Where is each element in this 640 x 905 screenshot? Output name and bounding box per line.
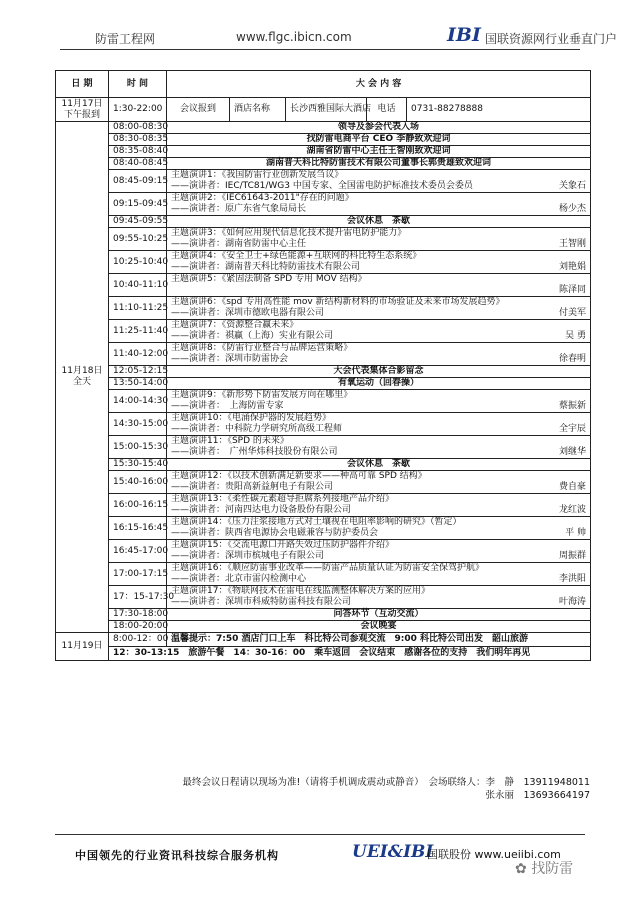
- agenda-speaker-line: [171, 447, 586, 458]
- wechat-icon: ✿: [515, 861, 527, 877]
- agenda-content: [167, 216, 591, 228]
- agenda-title: 主题演讲10：《电涌保护器的发展趋势》: [171, 413, 331, 423]
- site-name-right: 国联资源网行业垂直门户: [485, 32, 618, 46]
- agenda-row: [56, 540, 591, 563]
- agenda-content: [167, 540, 591, 563]
- agenda-speaker-name: 付美军: [559, 308, 587, 318]
- agenda-time: 08:00-08:30: [109, 122, 167, 134]
- agenda-row: [56, 251, 591, 274]
- uei-ibi-logo: UEI&IBI: [352, 842, 434, 862]
- agenda-speaker: ——演讲者：IEC/TC81/WG3 中国专家、全国雷电防护标准技术委员会委员: [171, 181, 473, 191]
- agenda-row: [56, 413, 591, 436]
- agenda-speaker-name: 李洪阳: [559, 574, 587, 584]
- agenda-content: [167, 366, 591, 378]
- agenda-speaker-name: 费自豪: [559, 482, 587, 492]
- agenda-title: 会议晚宴: [360, 621, 397, 631]
- agenda-speaker-line: [171, 262, 586, 273]
- agenda-title: 主题演讲7：《资源整合赢未来》: [171, 320, 299, 330]
- agenda-row: [56, 621, 591, 633]
- agenda-title: 主题演讲16：《顺应防雷事业改革——防雷产品质量认证为防雷安全保驾护航》: [171, 563, 484, 573]
- agenda-time: 16:00-16:15: [109, 494, 167, 517]
- agenda-time: 11:10-11:25: [109, 297, 167, 320]
- agenda-time: 13:50-14:00: [109, 378, 167, 390]
- agenda-title: 主题演讲12：《以技术创新满足新要求——种高可靠 SPD 结构》: [171, 471, 427, 481]
- agenda-title: 主题演讲3：《如何应用现代信息化技术提升雷电防护能力》: [171, 228, 407, 238]
- agenda-content: [167, 621, 591, 633]
- agenda-speaker: ——演讲者：湖南省防雷中心主任: [171, 239, 307, 249]
- agenda-row: [56, 378, 591, 390]
- agenda-row: [56, 228, 591, 251]
- agenda-speaker-name: 刘艳娟: [559, 262, 587, 272]
- agenda-speaker: ——演讲者： 上海防雷专家: [171, 401, 284, 411]
- day1-phone-label: 电话: [367, 98, 407, 122]
- agenda-speaker-name: 徐春明: [559, 354, 587, 364]
- agenda-row: [56, 586, 591, 609]
- agenda-content: [167, 343, 591, 366]
- agenda-content: [167, 609, 591, 621]
- day1-time: 1:30-22:00: [109, 98, 167, 122]
- agenda-row: [56, 609, 591, 621]
- agenda-speaker: ——演讲者：祺赢（上海）实业有限公司: [171, 331, 334, 341]
- agenda-row: [56, 471, 591, 494]
- agenda-speaker-name: 王智刚: [559, 239, 587, 249]
- footer-company[interactable]: 国联股份 www.ueiibi.com: [427, 848, 561, 861]
- agenda-speaker-line: [171, 239, 586, 250]
- agenda-title: 主题演讲2：《IEC61643-2011"存在的问题》: [171, 193, 354, 203]
- page-header: [0, 0, 640, 58]
- day3-date: 11月19日: [56, 633, 109, 661]
- day3-row: [56, 647, 591, 661]
- agenda-speaker: ——演讲者：北京市雷闪检测中心: [171, 574, 307, 584]
- final-schedule-note: 最终会议日程请以现场为准!（请将手机调成震动或静音） 会场联络人：李 静 13911948011: [182, 777, 590, 788]
- agenda-speaker: ——演讲者：贵阳高新益舸电子有限公司: [171, 482, 334, 492]
- agenda-title: 会议休息 茶歇: [347, 459, 411, 469]
- agenda-row: [56, 146, 591, 158]
- agenda-speaker: ——演讲者： 广州华炜科技股份有限公司: [171, 447, 338, 457]
- agenda-time: 11:40-12:00: [109, 343, 167, 366]
- site-url[interactable]: www.flgc.ibicn.com: [236, 30, 352, 44]
- agenda-time: 09:15-09:45: [109, 193, 167, 216]
- agenda-speaker-name: 龙红波: [559, 505, 587, 515]
- agenda-row: [56, 216, 591, 228]
- agenda-title: 大会代表集体合影留念: [333, 366, 424, 376]
- page-footer: [0, 830, 640, 905]
- agenda-time: 14:30-15:00: [109, 413, 167, 436]
- agenda-speaker: ——演讲者：深圳市科威特防雷科技有限公司: [171, 597, 352, 607]
- agenda-speaker: ——演讲者：深圳市槟城电子有限公司: [171, 551, 325, 561]
- agenda-content: [167, 134, 591, 146]
- header-divider: [60, 49, 580, 50]
- agenda-speaker-name: 吴 勇: [565, 331, 587, 341]
- agenda-time: 09:55-10:25: [109, 228, 167, 251]
- agenda-time: 16:45-17:00: [109, 540, 167, 563]
- schedule-body: [56, 71, 591, 661]
- agenda-time: 15:00-15:30: [109, 436, 167, 459]
- agenda-speaker-line: [171, 401, 586, 412]
- agenda-speaker-name: 平 帅: [565, 528, 587, 538]
- agenda-row: [56, 390, 591, 413]
- agenda-speaker-line: [171, 354, 586, 365]
- agenda-content: [167, 563, 591, 586]
- watermark-text: 找防雷: [531, 861, 574, 877]
- agenda-row: [56, 274, 591, 297]
- agenda-row: [56, 320, 591, 343]
- agenda-speaker: ——演讲者：深圳市防雷协会: [171, 354, 289, 364]
- agenda-title: 主题演讲8：《防雷行业整合与品牌运营策略》: [171, 343, 353, 353]
- agenda-row: [56, 494, 591, 517]
- day1-phone: 0731-88278888: [407, 98, 591, 122]
- agenda-title: 主题演讲6：《spd 专用高性能 mov 新结构新材料的市场验证及未来市场发展趋势》: [171, 297, 505, 307]
- agenda-time: 17:30-18:00: [109, 609, 167, 621]
- agenda-content: [167, 378, 591, 390]
- agenda-row: [56, 517, 591, 540]
- agenda-time: 11:25-11:40: [109, 320, 167, 343]
- agenda-content: [167, 517, 591, 540]
- agenda-content: [167, 471, 591, 494]
- agenda-speaker: ——演讲者：河南四达电力设备股份有限公司: [171, 505, 352, 515]
- agenda-speaker-line: [171, 551, 586, 562]
- agenda-title: 主题演讲15：《交流电源口开路失效过压防护器件介绍》: [171, 540, 394, 550]
- agenda-title: 问答环节（互动交流）: [333, 609, 424, 619]
- agenda-content: [167, 413, 591, 436]
- schedule-note: [55, 776, 590, 802]
- agenda-title: 主题演讲11：《SPD 的未来》: [171, 436, 289, 446]
- agenda-content: [167, 297, 591, 320]
- col-header-date: 日 期: [56, 71, 109, 98]
- day1-row: [56, 98, 591, 122]
- agenda-time: 16:15-16:45: [109, 517, 167, 540]
- agenda-speaker-line: [171, 204, 586, 215]
- agenda-speaker-name: 关象石: [559, 181, 587, 191]
- agenda-content: [167, 586, 591, 609]
- agenda-speaker: ——演讲者：中科院力学研究所高级工程师: [171, 424, 343, 434]
- agenda-time: 08:40-08:45: [109, 158, 167, 170]
- col-header-time: 时 间: [109, 71, 167, 98]
- agenda-time: 18:00-20:00: [109, 621, 167, 633]
- agenda-content: [167, 122, 591, 134]
- agenda-title: 主题演讲1：《我国防雷行业创新发展刍议》: [171, 170, 344, 180]
- agenda-title: 湖南普天科比特防雷技术有限公司董事长郭贵雄致欢迎词: [266, 158, 492, 168]
- agenda-speaker-line: [171, 308, 586, 319]
- agenda-speaker-name: 周振群: [559, 551, 587, 561]
- agenda-title: 主题演讲13：《柔性碳元素超导拒腐系列接地产品介绍》: [171, 494, 394, 504]
- agenda-title: 主题演讲4：《安全卫士+绿色能源+互联网的科比特生态系统》: [171, 251, 422, 261]
- day3-time: 8:00-12：00: [109, 633, 167, 647]
- agenda-time: 08:30-08:35: [109, 134, 167, 146]
- agenda-row: [56, 122, 591, 134]
- agenda-time: 08:45-09:15: [109, 170, 167, 193]
- footer-divider: [55, 834, 585, 835]
- agenda-row: [56, 134, 591, 146]
- day3-text: 12：30-13:15 旅游午餐 14：30-16：00 乘车返回 会议结束 感谢各位的支持 我们明年再见: [109, 647, 591, 661]
- agenda-content: [167, 158, 591, 170]
- col-header-content: 大 会 内 容: [167, 71, 591, 98]
- agenda-title: 有氧运动（回春操）: [338, 378, 420, 388]
- agenda-row: [56, 436, 591, 459]
- day1-hotel-label: 酒店名称: [230, 98, 286, 122]
- agenda-row: [56, 343, 591, 366]
- agenda-speaker-name: 蔡振新: [559, 401, 587, 411]
- agenda-content: [167, 436, 591, 459]
- day3-row: [56, 633, 591, 647]
- footer-tagline: 中国领先的行业资讯科技综合服务机构: [75, 849, 279, 862]
- agenda-speaker-line: [171, 528, 586, 539]
- agenda-time: 10:25-10:40: [109, 251, 167, 274]
- agenda-speaker-line: [171, 331, 586, 342]
- agenda-speaker-line: [171, 597, 586, 608]
- day1-hotel: 长沙西雅国际大酒店: [286, 98, 367, 122]
- agenda-speaker-name: 陈泽同: [559, 285, 587, 295]
- agenda-speaker-line: [171, 574, 586, 585]
- agenda-time: 14:00-14:30: [109, 390, 167, 413]
- day3-text: 温馨提示：7:50 酒店门口上车 科比特公司参观交流 9:00 科比特公司出发 韶山旅游: [167, 633, 591, 647]
- agenda-title: 找防雷电商平台 CEO 李静致欢迎词: [306, 134, 451, 144]
- day2-date: 11月18日 全天: [56, 122, 109, 633]
- agenda-content: [167, 274, 591, 297]
- agenda-time: 17:00-17:15: [109, 563, 167, 586]
- schedule-table: [55, 70, 591, 661]
- agenda-title: 主题演讲14：《压力注浆接地方式对土壤视在电阻率影响的研究》（暂定）: [171, 517, 462, 527]
- agenda-content: [167, 494, 591, 517]
- wechat-watermark: [515, 858, 573, 878]
- table-header-row: [56, 71, 591, 98]
- agenda-speaker-name: 杨少杰: [559, 204, 587, 214]
- agenda-speaker-line: [171, 181, 586, 192]
- agenda-content: [167, 320, 591, 343]
- agenda-speaker: ——演讲者：深圳市德欧电器有限公司: [171, 308, 325, 318]
- site-name-left: 防雷工程网: [95, 32, 156, 46]
- ibi-logo: IBI: [447, 24, 481, 46]
- agenda-speaker: ——演讲者：陕西省电源协会电磁兼容与防护委员会: [171, 528, 379, 538]
- agenda-row: [56, 563, 591, 586]
- day1-date: 11月17日 下午报到: [56, 98, 109, 122]
- agenda-time: 12:05-12:15: [109, 366, 167, 378]
- contact-second: 张永丽 13693664197: [485, 790, 590, 801]
- agenda-content: [167, 228, 591, 251]
- agenda-content: [167, 193, 591, 216]
- agenda-speaker-name: 刘继华: [559, 447, 587, 457]
- agenda-speaker: ——演讲者：原广东省气象局局长: [171, 204, 307, 214]
- agenda-speaker: ——演讲者：湖南普天科比特防雷技术有限公司: [171, 262, 361, 272]
- agenda-time: 10:40-11:10: [109, 274, 167, 297]
- agenda-row: [56, 366, 591, 378]
- agenda-title: 领导及参会代表入场: [338, 122, 420, 132]
- agenda-row: [56, 170, 591, 193]
- agenda-title: 主题演讲17：《物联网技术在雷电在线监测整体解决方案的应用》: [171, 586, 430, 596]
- agenda-row: [56, 297, 591, 320]
- agenda-content: [167, 251, 591, 274]
- agenda-title: 湖南省防雷中心主任王智刚致欢迎词: [306, 146, 451, 156]
- agenda-content: [167, 146, 591, 158]
- agenda-speaker-line: [171, 285, 586, 296]
- agenda-time: 09:45-09:55: [109, 216, 167, 228]
- agenda-time: 15:30-15:40: [109, 459, 167, 471]
- agenda-time: 17：15-17:30: [109, 586, 167, 609]
- agenda-row: [56, 459, 591, 471]
- agenda-title: 会议休息 茶歇: [347, 216, 411, 226]
- agenda-content: [167, 459, 591, 471]
- agenda-speaker-name: 全宇辰: [559, 424, 587, 434]
- agenda-row: [56, 158, 591, 170]
- agenda-time: 15:40-16:00: [109, 471, 167, 494]
- agenda-row: [56, 193, 591, 216]
- agenda-title: 主题演讲5：《紧固法制备 SPD 专用 MOV 结构》: [171, 274, 367, 284]
- agenda-speaker-line: [171, 482, 586, 493]
- agenda-title: 主题演讲9：《新形势下防雷发展方向在哪里》: [171, 390, 353, 400]
- day1-report: 会议报到: [167, 98, 230, 122]
- agenda-speaker-line: [171, 424, 586, 435]
- agenda-speaker-name: 叶海涛: [559, 597, 587, 607]
- agenda-time: 08:35-08:40: [109, 146, 167, 158]
- agenda-content: [167, 390, 591, 413]
- agenda-speaker-line: [171, 505, 586, 516]
- agenda-content: [167, 170, 591, 193]
